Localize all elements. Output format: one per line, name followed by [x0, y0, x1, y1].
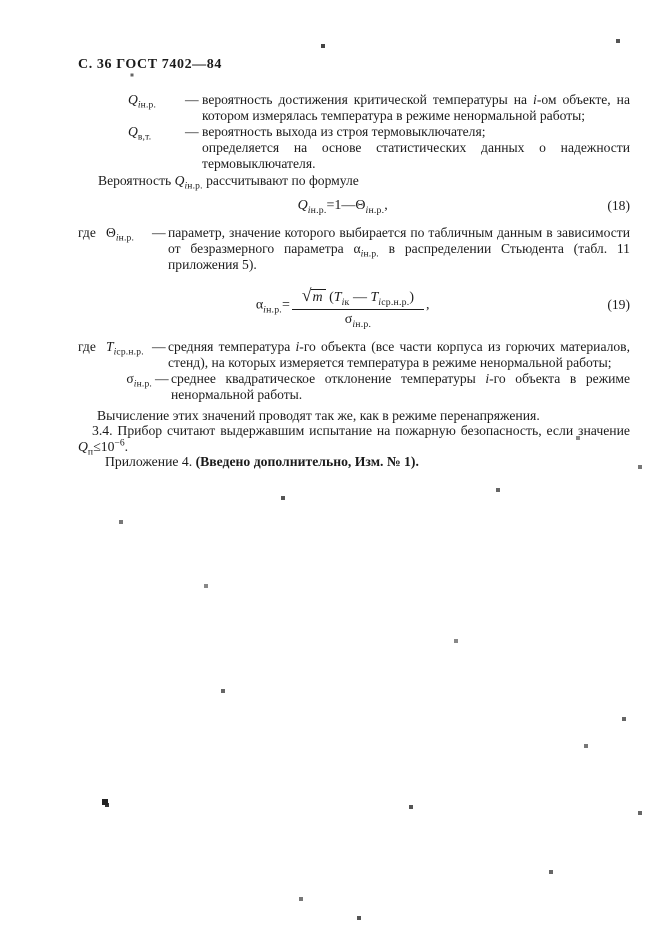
symbol-theta: Θ: [355, 198, 366, 213]
indent-spacer: [78, 92, 128, 124]
definition-row-q-vt: [78, 124, 630, 172]
intro-paragraph: Вероятность $Q_{iн.р.}$ рассчитывают по формуле: [98, 173, 359, 192]
formula-19-expression: [78, 283, 607, 328]
annex-bold-note: (Введено дополнительно, Изм. № 1).: [195, 453, 419, 469]
definition-dash: —: [185, 124, 199, 139]
formula-number-19: (19): [607, 297, 630, 312]
where-label: где: [78, 225, 96, 240]
comma: ,: [426, 297, 430, 313]
symbol-t: T: [333, 289, 342, 305]
where-text: среднее квадратическое отклонение температуры i-го объекта в режиме ненормальной работы.: [171, 371, 630, 402]
fraction-numerator: [292, 283, 424, 310]
where-term: [106, 339, 152, 371]
definition-term: [128, 124, 185, 172]
symbol-subscript: iср.н.р.: [113, 347, 144, 358]
where-term: [106, 225, 152, 273]
scan-speckles: [0, 0, 2, 2]
where-text: средняя температура i-го объекта (все части корпуса из горючих материалов, стенд), на которых измеряется температура в режиме ненормальной работы;: [168, 339, 630, 370]
symbol-subscript: iн.р.: [184, 181, 203, 192]
page-content: [78, 56, 630, 469]
symbol-subscript: iн.р.: [307, 204, 327, 216]
formula-number-18: (18): [607, 198, 630, 213]
symbol-subscript: iн.р.: [115, 233, 135, 244]
formula-19: [78, 280, 630, 330]
where-clause-18: [78, 225, 630, 273]
where-clause-19-row1: [78, 339, 630, 371]
equals-sign: =: [326, 198, 335, 213]
definitions-block: [78, 92, 630, 192]
minus-sign: —: [349, 289, 371, 305]
symbol-q: Q: [128, 124, 138, 139]
paragraph-annex: Приложение 4. (Введено дополнительно, Изм. № 1).: [105, 453, 419, 469]
symbol-t: T: [370, 289, 379, 305]
symbol-sigma: σ: [344, 311, 353, 327]
symbol-sigma: σ: [126, 371, 134, 386]
symbol-subscript: iн.р.: [352, 318, 372, 330]
formula-18: [78, 194, 630, 218]
symbol-q: Q: [128, 92, 138, 107]
symbol-subscript: iн.р.: [133, 379, 152, 390]
symbol-subscript: iк: [341, 296, 350, 308]
where-dash: —: [152, 339, 166, 354]
where-label-spacer: [78, 371, 106, 403]
number-ten: 10: [100, 438, 115, 454]
square-root-sign: √: [301, 284, 312, 305]
where-clause-19-row2: [78, 371, 630, 403]
closing-paragraphs: [78, 408, 630, 469]
symbol-alpha: α: [353, 241, 361, 256]
less-or-equal-sign: ≤: [93, 438, 101, 454]
equals-sign: =: [281, 297, 290, 313]
where-label: где: [78, 339, 96, 354]
open-paren: (: [329, 289, 334, 305]
symbol-subscript: в,т.: [137, 132, 152, 143]
page-header: С. 36 ГОСТ 7402—84: [78, 57, 222, 72]
symbol-subscript: п: [87, 446, 94, 458]
symbol-subscript: iср.н.р.: [378, 296, 410, 308]
symbol-theta: Θ: [106, 225, 116, 240]
definition-text: вероятность достижения критической температуры на i-ом объекте, на котором измерялась температура в режиме ненормальной работы;: [202, 92, 630, 123]
period: .: [124, 438, 129, 454]
symbol-subscript: iн.р.: [263, 304, 282, 316]
fraction: [292, 283, 424, 328]
indent-spacer: [78, 124, 128, 172]
definition-line: вероятность выхода из строя термовыключателя;: [202, 124, 486, 139]
paragraph-calculation: Вычисление этих значений проводят так же, как в режиме перенапряжения.: [97, 408, 540, 423]
symbol-subscript: iн.р.: [137, 100, 157, 111]
comma: ,: [384, 198, 388, 213]
formula-18-expression: [78, 198, 607, 214]
definition-line: определяется на основе статистических данных о надежности термовыключателя.: [202, 140, 630, 171]
definition-text: [202, 124, 630, 172]
definition-term: [128, 92, 185, 124]
symbol-alpha: α: [255, 297, 264, 313]
symbol-t: T: [106, 339, 114, 354]
symbol-q: Q: [297, 198, 308, 213]
where-dash: —: [152, 225, 166, 240]
where-text: параметр, значение которого выбирается по табличным данным в зависимости от безразмерного параметра $\alpha_{iн.р.}$ в распределении Стьюдента (табл. 11 приложения 5).: [168, 225, 630, 272]
definition-row-q-nr: [78, 92, 630, 124]
where-term: [106, 371, 155, 403]
close-paren: ): [409, 289, 415, 305]
definition-dash: —: [185, 92, 199, 107]
fraction-denominator: [292, 310, 424, 328]
symbol-m: m: [311, 289, 325, 305]
symbol-q: Q: [78, 438, 88, 454]
where-dash: —: [155, 371, 169, 386]
symbol-subscript: iн.р.: [365, 204, 385, 216]
symbol-subscript: iн.р.: [360, 249, 379, 260]
exponent: −6: [114, 437, 125, 449]
one-minus: 1—: [334, 198, 356, 213]
paragraph-3-4: 3.4. Прибор считают выдержавшим испытание на пожарную безопасность, если значение $Q_п\le 10^{-6}$.: [78, 423, 630, 458]
symbol-q: Q: [174, 173, 185, 188]
